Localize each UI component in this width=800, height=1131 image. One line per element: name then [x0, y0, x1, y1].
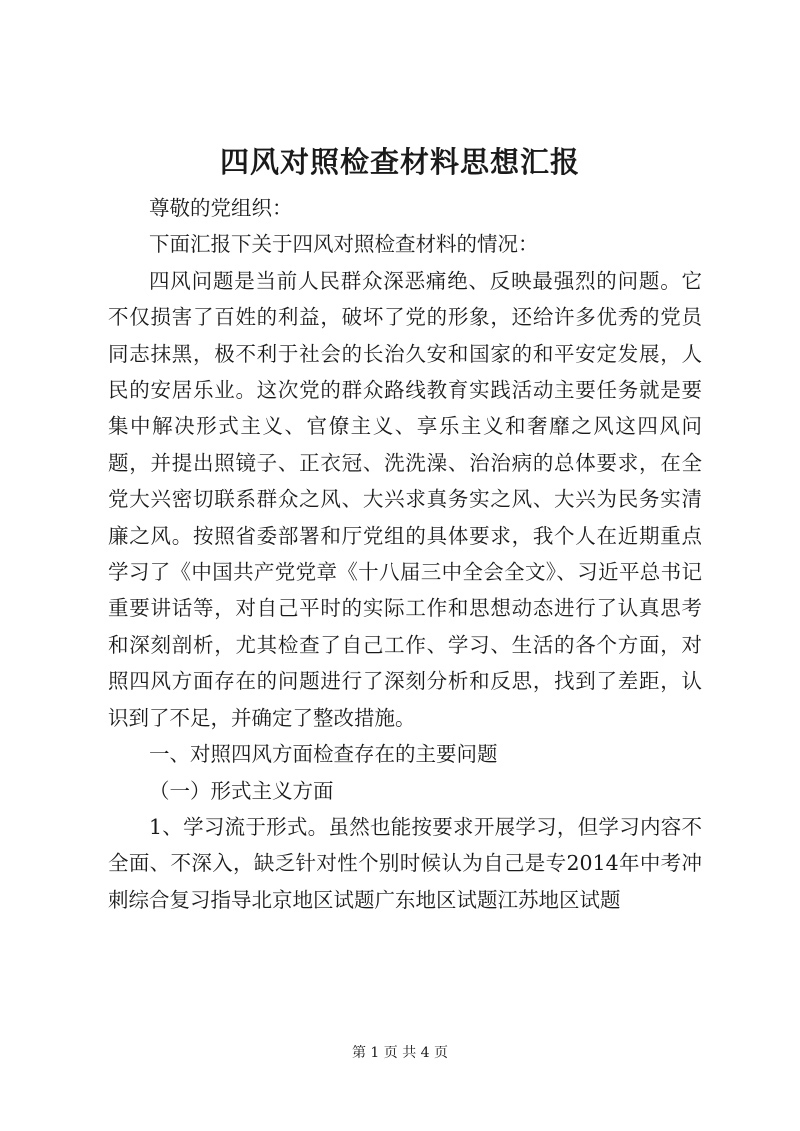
paragraph-main: 四风问题是当前人民群众深恶痛绝、反映最强烈的问题。它不仅损害了百姓的利益，破坏了党的形象，还给许多优秀的党员同志抹黑，极不利于社会的长治久安和国家的和平安定发展，人民的安居乐业。这次党的群众路线教育实践活动主要任务就是要集中解决形式主义、官僚主义、享乐主义和奢靡之风这四风问题，并提出照镜子、正衣冠、洗洗澡、治治病的总体要求，在全党大兴密切联系群众之风、大兴求真务实之风、大兴为民务实清廉之风。按照省委部署和厅党组的具体要求，我个人在近期重点学习了《中国共产党党章《十八届三中全会全文》、习近平总书记重要讲话等，对自己平时的实际工作和思想动态进行了认真思考和深刻剖析，尤其检查了自己工作、学习、生活的各个方面，对照四风方面存在的问题进行了深刻分析和反思，找到了差距，认识到了不足，并确定了整改措施。	[108, 268, 702, 730]
paragraph-salutation: 尊敬的党组织：	[149, 196, 293, 220]
section-heading: 一、对照四风方面检查存在的主要问题	[149, 742, 498, 767]
subsection-heading: （一）形式主义方面	[149, 778, 334, 803]
document-title: 四风对照检查材料思想汇报	[219, 145, 580, 179]
paragraph-point-1: 1、学习流于形式。虽然也能按要求开展学习，但学习内容不全面、不深入，缺乏针对性个别时候认为自己是专2014年中考冲刺综合复习指导北京地区试题广东地区试题江苏地区试题	[108, 814, 702, 912]
paragraph-intro: 下面汇报下关于四风对照检查材料的情况：	[149, 232, 539, 257]
document-body	[108, 190, 702, 918]
page-footer: 第 1 页 共 4 页	[351, 1045, 449, 1061]
